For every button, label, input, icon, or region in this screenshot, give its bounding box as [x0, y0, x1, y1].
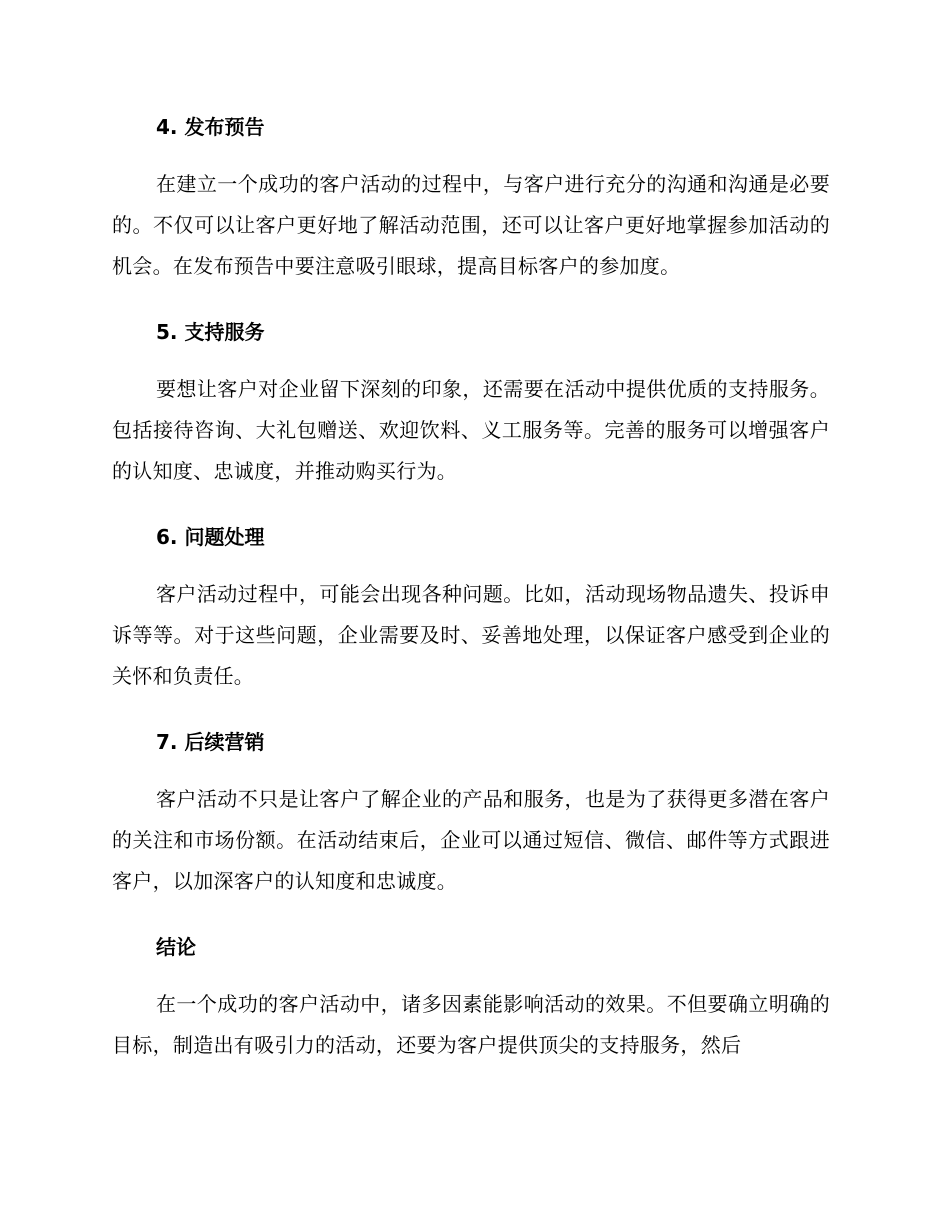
section-follow-up-marketing — [112, 727, 830, 902]
section-announcement — [112, 112, 830, 287]
section-heading: 4. 发布预告 — [156, 115, 265, 139]
section-paragraph: 客户活动过程中，可能会出现各种问题。比如，活动现场物品遗失、投诉申诉等等。对于这些问题，企业需要及时、妥善地处理，以保证客户感受到企业的关怀和负责任。 — [112, 582, 830, 688]
section-paragraph: 客户活动不只是让客户了解企业的产品和服务，也是为了获得更多潜在客户的关注和市场份额。在活动结束后，企业可以通过短信、微信、邮件等方式跟进客户，以加深客户的认知度和忠诚度。 — [112, 787, 830, 893]
section-heading: 结论 — [156, 935, 196, 959]
section-paragraph: 在建立一个成功的客户活动的过程中，与客户进行充分的沟通和沟通是必要的。不仅可以让客户更好地了解活动范围，还可以让客户更好地掌握参加活动的机会。在发布预告中要注意吸引眼球，提高目标客户的参加度。 — [112, 172, 830, 278]
section-conclusion — [112, 932, 830, 1066]
section-paragraph: 在一个成功的客户活动中，诸多因素能影响活动的效果。不但要确立明确的目标，制造出有吸引力的活动，还要为客户提供顶尖的支持服务，然后 — [112, 992, 830, 1057]
section-problem-handling — [112, 522, 830, 697]
section-heading: 6. 问题处理 — [156, 525, 265, 549]
section-heading: 5. 支持服务 — [156, 320, 265, 344]
section-paragraph: 要想让客户对企业留下深刻的印象，还需要在活动中提供优质的支持服务。包括接待咨询、大礼包赠送、欢迎饮料、义工服务等。完善的服务可以增强客户的认知度、忠诚度，并推动购买行为。 — [112, 377, 830, 483]
section-support-service — [112, 317, 830, 492]
section-heading: 7. 后续营销 — [156, 730, 265, 754]
